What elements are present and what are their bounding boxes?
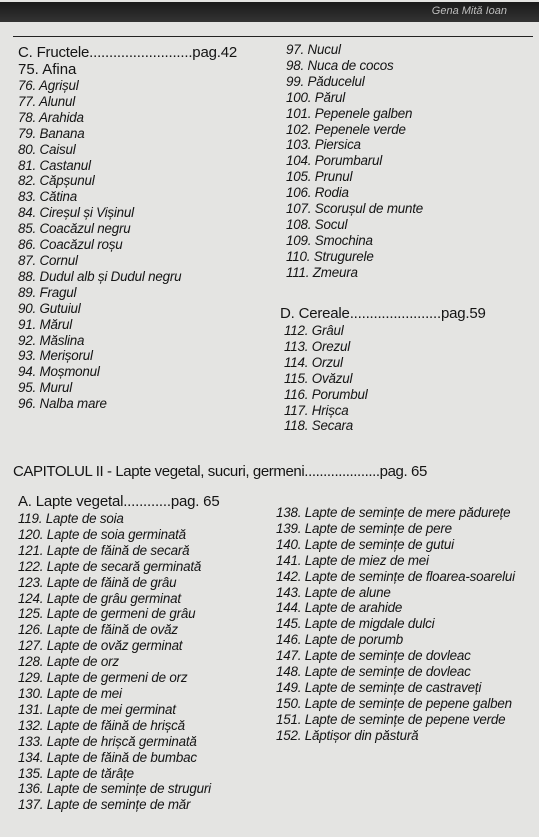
list-item: 115. Ovăzul <box>284 370 353 386</box>
list-item: 85. Coacăzul negru <box>18 221 131 237</box>
list-item: 89. Fragul <box>18 284 77 300</box>
list-item: 123. Lapte de făină de grâu <box>18 574 177 590</box>
list-item: 133. Lapte de hrișcă germinată <box>18 733 197 749</box>
list-item: 77. Alunul <box>18 93 76 109</box>
list-item: 76. Agrișul <box>18 78 79 93</box>
list-item: 127. Lapte de ovăz germinat <box>18 638 183 654</box>
list-item: 128. Lapte de orz <box>18 654 119 670</box>
list-item: 124. Lapte de grâu germinat <box>18 590 181 606</box>
list-item: 102. Pepenele verde <box>286 121 406 137</box>
section-c-continued-list <box>286 42 536 281</box>
list-item: 116. Porumbul <box>284 386 368 402</box>
list-item: 137. Lapte de semințe de măr <box>18 797 191 813</box>
list-item: 134. Lapte de făină de bumbac <box>18 749 197 765</box>
section-a-continued-list <box>276 505 526 744</box>
list-item: 81. Castanul <box>18 157 91 173</box>
list-item: 88. Dudul alb și Dudul negru <box>18 268 182 284</box>
list-item: 96. Nalba mare <box>18 396 107 412</box>
list-item: 91. Mărul <box>18 316 73 332</box>
list-item: 151. Lapte de semințe de pepene verde <box>276 711 506 727</box>
list-item: 139. Lapte de semințe de pere <box>276 520 452 536</box>
list-item: 112. Grâul <box>284 323 344 338</box>
list-item: 97. Nucul <box>286 42 341 57</box>
section-a-list <box>18 511 280 813</box>
list-item: 144. Lapte de arahide <box>276 600 403 616</box>
list-item: 101. Pepenele galben <box>286 105 413 121</box>
list-item: 118. Secara <box>284 418 354 434</box>
list-item: 99. Păducelul <box>286 73 365 89</box>
section-c-heading: C. Fructele..........................pag.42 <box>18 44 237 61</box>
list-item: 79. Banana <box>18 125 85 141</box>
list-item: 120. Lapte de soia germinată <box>18 526 186 542</box>
list-item: 147. Lapte de semințe de dovleac <box>276 648 471 664</box>
list-item: 87. Cornul <box>18 252 78 268</box>
section-c <box>18 44 280 412</box>
list-item: 98. Nuca de cocos <box>286 57 394 73</box>
list-item: 122. Lapte de secară germinată <box>18 558 202 574</box>
list-item: 106. Rodia <box>286 185 349 201</box>
section-a <box>18 493 280 813</box>
list-item: 136. Lapte de semințe de struguri <box>18 781 211 797</box>
list-item: 92. Măslina <box>18 332 85 348</box>
list-item: 146. Lapte de porumb <box>276 632 404 648</box>
list-item: 126. Lapte de făină de ovăz <box>18 622 178 638</box>
section-a-heading: A. Lapte vegetal............pag. 65 <box>18 493 220 510</box>
list-item: 107. Scorușul de munte <box>286 201 424 217</box>
list-item: 138. Lapte de semințe de mere pădurețe <box>276 505 511 520</box>
running-head <box>0 2 539 22</box>
list-item: 108. Socul <box>286 216 348 232</box>
list-item: 80. Caisul <box>18 141 76 157</box>
list-item: 148. Lapte de semințe de dovleac <box>276 664 471 680</box>
list-item: 83. Cătina <box>18 189 78 205</box>
list-item: 111. Zmeura <box>286 264 358 280</box>
list-item: 119. Lapte de soia <box>18 511 124 526</box>
list-item: 141. Lapte de miez de mei <box>276 552 429 568</box>
list-item: 104. Porumbarul <box>286 153 382 169</box>
section-c-list <box>18 78 280 412</box>
list-item: 110. Strugurele <box>286 248 374 264</box>
list-item: 109. Smochina <box>286 232 373 248</box>
list-item: 143. Lapte de alune <box>276 584 391 600</box>
list-item: 114. Orzul <box>284 354 343 370</box>
section-c-first-item: 75. Afina <box>18 61 77 78</box>
list-item: 135. Lapte de tărâțe <box>18 765 134 781</box>
list-item: 129. Lapte de germeni de orz <box>18 670 188 686</box>
list-item: 86. Coacăzul roșu <box>18 237 123 253</box>
list-item: 93. Merișorul <box>18 348 93 364</box>
list-item: 84. Cireșul și Vișinul <box>18 205 134 221</box>
list-item: 131. Lapte de mei germinat <box>18 701 176 717</box>
list-item: 113. Orezul <box>284 338 351 354</box>
list-item: 130. Lapte de mei <box>18 685 122 701</box>
list-item: 82. Căpșunul <box>18 173 95 189</box>
section-d-heading: D. Cereale.......................pag.59 <box>280 305 486 322</box>
list-item: 150. Lapte de semințe de pepene galben <box>276 695 512 711</box>
list-item: 105. Prunul <box>286 169 353 185</box>
list-item: 142. Lapte de semințe de floarea-soarelui <box>276 568 515 584</box>
list-item: 90. Gutuiul <box>18 300 81 316</box>
running-head-text: Gena Mită Ioan <box>431 5 507 17</box>
list-item: 121. Lapte de făină de secară <box>18 542 190 558</box>
list-item: 117. Hrișca <box>284 402 349 418</box>
list-item: 140. Lapte de semințe de gutui <box>276 536 454 552</box>
list-item: 94. Moșmonul <box>18 364 100 380</box>
section-a-continued <box>276 505 526 744</box>
section-d <box>280 305 535 434</box>
list-item: 78. Arahida <box>18 109 84 125</box>
list-item: 125. Lapte de germeni de grâu <box>18 606 196 622</box>
list-item: 95. Murul <box>18 380 73 396</box>
section-c-continued <box>286 42 536 281</box>
list-item: 103. Piersica <box>286 137 361 153</box>
top-rule <box>13 36 533 37</box>
chapter-2-heading: CAPITOLUL II - Lapte vegetal, sucuri, germeni....................pag. 65 <box>13 463 427 480</box>
list-item: 132. Lapte de făină de hrișcă <box>18 717 185 733</box>
list-item: 100. Părul <box>286 89 346 105</box>
list-item: 145. Lapte de migdale dulci <box>276 616 435 632</box>
list-item: 152. Lăptișor din păstură <box>276 727 419 743</box>
list-item: 149. Lapte de semințe de castraveți <box>276 679 482 695</box>
section-d-list <box>284 323 535 434</box>
